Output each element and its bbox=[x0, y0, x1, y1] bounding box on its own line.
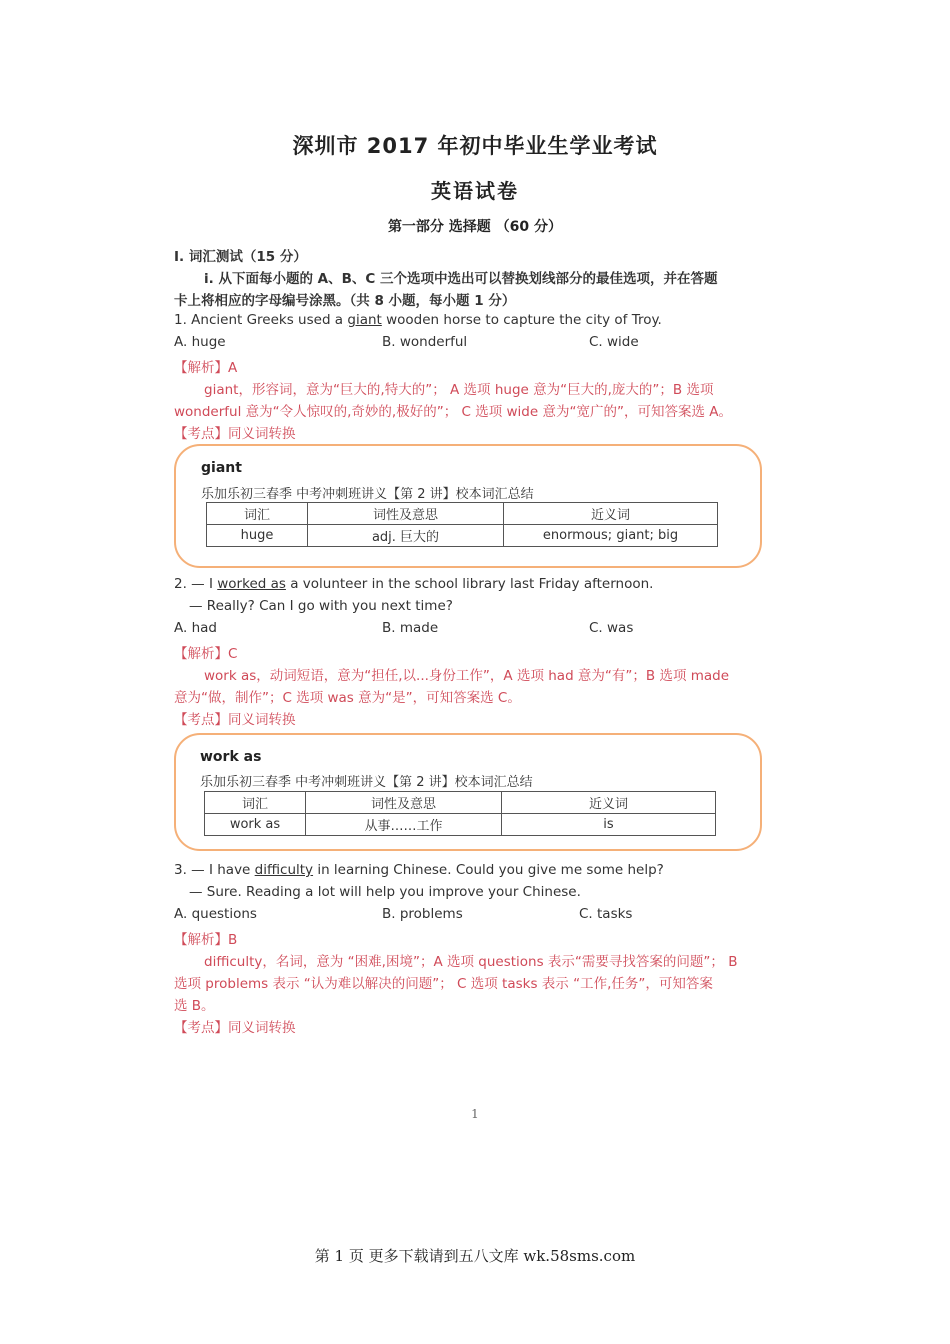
header-cell: 词汇 bbox=[205, 792, 306, 814]
option-c: C. tasks bbox=[579, 906, 633, 922]
table-cell: adj. 巨大的 bbox=[308, 525, 504, 547]
analysis-line: 选 B。 bbox=[174, 998, 215, 1014]
table-cell: work as bbox=[205, 814, 306, 836]
knowledge-point: 【考点】同义词转换 bbox=[174, 426, 296, 442]
vocab-word: work as bbox=[200, 749, 262, 765]
option-a: A. questions bbox=[174, 906, 257, 922]
vocab-table bbox=[204, 791, 716, 836]
section-heading: I. 词汇测试（15 分） bbox=[174, 249, 307, 265]
underlined-word: difficulty bbox=[254, 862, 314, 878]
instruction-line-2: 卡上将相应的字母编号涂黑。（共 8 小题，每小题 1 分） bbox=[174, 293, 516, 309]
analysis-line: difficulty，名词，意为 “困难,困境”；A 选项 questions 表示“需要寻找答案的问题”； B bbox=[204, 954, 738, 970]
analysis-line: work as，动词短语，意为“担任,以...身份工作”，A 选项 had 意为“有”；B 选项 made bbox=[204, 668, 730, 684]
question-1: 1. Ancient Greeks used a giant wooden horse to capture the city of Troy. bbox=[174, 312, 662, 328]
answer-label: 【解析】B bbox=[174, 932, 238, 948]
footer-link[interactable]: 第 1 页 更多下载请到五八文库 wk.58sms.com bbox=[314, 1247, 636, 1265]
question-2: 2. — I worked as a volunteer in the school library last Friday afternoon. bbox=[174, 576, 654, 592]
exam-subtitle: 英语试卷 bbox=[431, 179, 519, 203]
header-cell: 近义词 bbox=[502, 792, 716, 814]
vocab-box bbox=[174, 733, 762, 851]
question-3: 3. — I have difficulty in learning Chinese. Could you give me some help? bbox=[174, 862, 664, 878]
knowledge-point: 【考点】同义词转换 bbox=[174, 712, 296, 728]
page-number: 1 bbox=[471, 1107, 479, 1121]
analysis-line: wonderful 意为“令人惊叹的,奇妙的,极好的”； C 选项 wide 意为“宽广的”，可知答案选 A。 bbox=[174, 404, 732, 420]
header-cell: 近义词 bbox=[504, 503, 718, 525]
answer-label: 【解析】A bbox=[174, 360, 238, 376]
part-heading: 第一部分 选择题 （60 分） bbox=[387, 219, 563, 235]
option-b: B. made bbox=[382, 620, 439, 636]
option-b: B. wonderful bbox=[382, 334, 468, 350]
option-a: A. had bbox=[174, 620, 217, 636]
option-c: C. was bbox=[589, 620, 634, 636]
underlined-word: giant bbox=[347, 312, 382, 328]
question-reply: — Really? Can I go with you next time? bbox=[189, 598, 453, 614]
vocab-word: giant bbox=[201, 460, 242, 476]
table-cell: enormous; giant; big bbox=[504, 525, 718, 547]
header-cell: 词汇 bbox=[207, 503, 308, 525]
option-c: C. wide bbox=[589, 334, 639, 350]
answer-label: 【解析】C bbox=[174, 646, 238, 662]
underlined-word: worked as bbox=[217, 576, 286, 592]
vocab-source: 乐加乐初三春季 中考冲刺班讲义【第 2 讲】校本词汇总结 bbox=[201, 487, 534, 502]
option-b: B. problems bbox=[382, 906, 463, 922]
knowledge-point: 【考点】同义词转换 bbox=[174, 1020, 296, 1036]
vocab-source: 乐加乐初三春季 中考冲刺班讲义【第 2 讲】校本词汇总结 bbox=[200, 775, 533, 790]
instruction-line-1: i. 从下面每小题的 A、B、C 三个选项中选出可以替换划线部分的最佳选项，并在答题 bbox=[204, 271, 718, 287]
header-cell: 词性及意思 bbox=[308, 503, 504, 525]
table-cell: is bbox=[502, 814, 716, 836]
exam-title: 深圳市 2017 年初中毕业生学业考试 bbox=[292, 134, 658, 158]
header-cell: 词性及意思 bbox=[306, 792, 502, 814]
option-a: A. huge bbox=[174, 334, 226, 350]
table-cell: 从事……工作 bbox=[306, 814, 502, 836]
table-cell: huge bbox=[207, 525, 308, 547]
analysis-line: 选项 problems 表示 “认为难以解决的问题”； C 选项 tasks 表示 “工作,任务”，可知答案 bbox=[174, 976, 713, 992]
vocab-box bbox=[174, 444, 762, 568]
question-reply: — Sure. Reading a lot will help you improve your Chinese. bbox=[189, 884, 581, 900]
analysis-line: giant，形容词，意为“巨大的,特大的”； A 选项 huge 意为“巨大的,庞大的”；B 选项 bbox=[204, 382, 714, 398]
analysis-line: 意为“做，制作”；C 选项 was 意为“是”，可知答案选 C。 bbox=[174, 690, 521, 706]
vocab-table bbox=[206, 502, 718, 547]
